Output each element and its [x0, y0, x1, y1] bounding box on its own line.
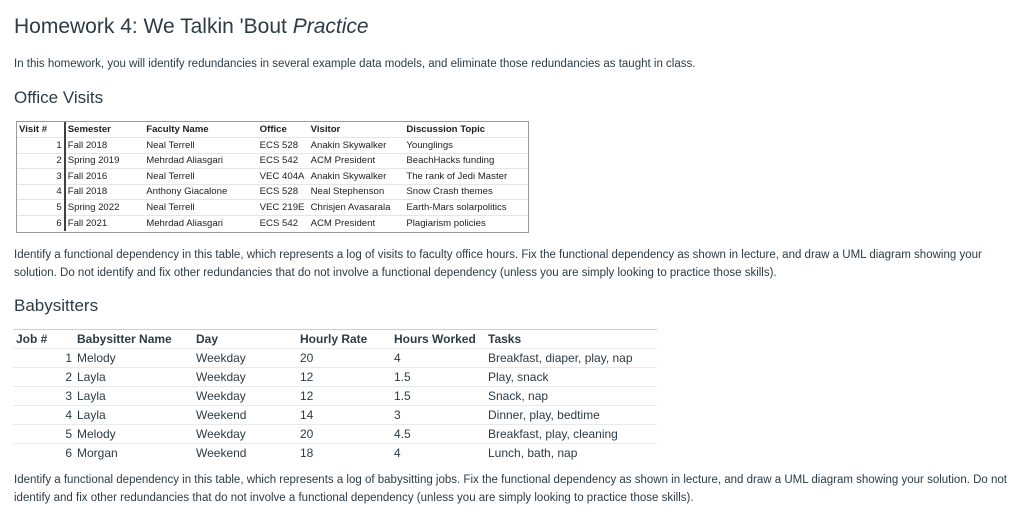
table-cell: 5	[65, 427, 72, 441]
column-header: Hourly Rate	[300, 332, 368, 346]
babysitters-instructions: Identify a functional dependency in this table, which represents a log of babysitting jobs. Fix the functional dependency as shown in lecture, and draw a UML diagram showing your solution. Do not identify and fix other redundancies that do not involve a functional dependency (unless you are simply looking to practice those skills).	[14, 474, 1007, 504]
office-visits-table	[16, 121, 529, 233]
column-header: Faculty Name	[146, 124, 209, 135]
table-cell: Mehrdad Aliasgari	[144, 215, 257, 231]
table-cell: Morgan	[77, 446, 118, 461]
table-row	[17, 153, 528, 169]
table-cell: Neal Terrell	[144, 138, 257, 154]
column-header: Office	[259, 124, 287, 135]
column-header: Visitor	[310, 124, 341, 135]
table-cell: 6	[65, 446, 72, 461]
table-cell: Chrisjen Avasarala	[309, 200, 405, 216]
table-cell: ECS 542	[258, 215, 309, 231]
page-title	[14, 15, 369, 39]
table-cell: Fall 2016	[65, 169, 145, 185]
table-cell: 3	[17, 169, 65, 185]
column-header: Semester	[67, 124, 111, 135]
table-row	[13, 349, 657, 368]
table-cell: Snow Crash themes	[404, 184, 528, 200]
table-cell: Earth-Mars solarpolitics	[404, 200, 528, 216]
page-title-text: Homework 4: We Talkin 'Bout	[14, 15, 293, 38]
table-cell: Fall 2018	[65, 138, 145, 154]
babysitters-heading: Babysitters	[14, 296, 99, 315]
table-cell: Layla	[77, 389, 106, 403]
table-cell: 18	[300, 446, 314, 461]
table-cell: Weekday	[196, 389, 246, 403]
babysitters-table	[13, 329, 659, 463]
table-row	[13, 387, 657, 406]
table-row	[17, 169, 528, 185]
column-header: Job #	[16, 332, 48, 346]
column-header: Visit #	[17, 122, 65, 138]
table-row	[17, 200, 528, 216]
table-cell: 4.5	[394, 427, 411, 441]
table-cell: 20	[300, 351, 314, 365]
table-cell: Dinner, play, bedtime	[488, 408, 600, 422]
table-cell: Neal Terrell	[144, 200, 257, 216]
table-cell: Layla	[77, 370, 106, 384]
office-visits-heading: Office Visits	[14, 88, 104, 107]
table-cell: Weekday	[196, 427, 246, 441]
table-cell: ECS 528	[258, 138, 309, 154]
table-cell: 12	[300, 370, 314, 384]
table-row	[13, 444, 657, 463]
table-cell: Anakin Skywalker	[309, 169, 405, 185]
table-cell: Neal Terrell	[144, 169, 257, 185]
table-cell: 4	[394, 351, 401, 365]
column-header: Discussion Topic	[406, 124, 486, 135]
table-cell: Anakin Skywalker	[309, 138, 405, 154]
table-cell: Mehrdad Aliasgari	[144, 153, 257, 169]
table-cell: ECS 528	[258, 184, 309, 200]
table-cell: Play, snack	[488, 370, 549, 384]
table-cell: Younglings	[404, 138, 528, 154]
table-cell: 3	[394, 408, 401, 422]
table-cell: Plagiarism policies	[404, 215, 528, 231]
table-row	[17, 215, 528, 231]
table-cell: Weekday	[196, 351, 246, 365]
table-cell: Neal Stephenson	[309, 184, 405, 200]
table-cell: 6	[17, 215, 65, 231]
intro-paragraph: In this homework, you will identify redundancies in several example data models, and eliminate those redundancies as taught in class.	[14, 58, 696, 70]
table-cell: 12	[300, 389, 314, 403]
table-cell: Breakfast, play, cleaning	[488, 427, 618, 441]
table-cell: Weekend	[196, 408, 247, 422]
table-cell: 20	[300, 427, 314, 441]
table-cell: Breakfast, diaper, play, nap	[488, 351, 633, 365]
table-cell: Anthony Giacalone	[144, 184, 257, 200]
table-cell: ACM President	[309, 215, 405, 231]
table-cell: Spring 2019	[65, 153, 145, 169]
table-cell: 4	[65, 408, 72, 422]
table-cell: Snack, nap	[488, 389, 549, 403]
table-row	[13, 368, 657, 387]
column-header: Hours Worked	[394, 332, 476, 346]
table-cell: VEC 404A	[258, 169, 309, 185]
column-header: Day	[196, 332, 219, 346]
table-cell: Fall 2021	[65, 215, 145, 231]
table-cell: ACM President	[309, 153, 405, 169]
table-cell: VEC 219E	[258, 200, 309, 216]
table-cell: The rank of Jedi Master	[404, 169, 528, 185]
table-cell: 14	[300, 408, 314, 422]
table-cell: Melody	[77, 427, 116, 441]
page-title-emphasis: Practice	[292, 15, 369, 38]
table-cell: Layla	[77, 408, 106, 422]
table-cell: Weekday	[196, 370, 246, 384]
table-row	[17, 184, 528, 200]
table-cell: Spring 2022	[65, 200, 145, 216]
table-cell: 1	[65, 351, 72, 365]
table-cell: ECS 542	[258, 153, 309, 169]
table-cell: 3	[65, 389, 72, 403]
table-cell: BeachHacks funding	[404, 153, 528, 169]
table-cell: 1.5	[394, 389, 411, 403]
column-header: Babysitter Name	[77, 332, 172, 346]
table-cell: 5	[17, 200, 65, 216]
table-cell: Melody	[77, 351, 116, 365]
column-header: Tasks	[488, 332, 522, 346]
office-instructions: Identify a functional dependency in this table, which represents a log of visits to faculty office hours. Fix the functional dependency as shown in lecture, and draw a UML diagram showing your solution. Do not identify and fix other redundancies that do not involve a functional dependency (unless you are simply looking to practice those skills).	[14, 249, 982, 279]
table-row	[17, 138, 528, 154]
table-cell: 4	[17, 184, 65, 200]
table-cell: 2	[65, 370, 72, 384]
table-cell: Fall 2018	[65, 184, 145, 200]
table-cell: 2	[17, 153, 65, 169]
table-cell: Weekend	[196, 446, 247, 461]
table-cell: 1	[17, 138, 65, 154]
table-cell: 1.5	[394, 370, 411, 384]
table-cell: 4	[394, 446, 401, 461]
table-row	[13, 425, 657, 444]
table-cell: Lunch, bath, nap	[488, 446, 578, 461]
table-row	[13, 406, 657, 425]
